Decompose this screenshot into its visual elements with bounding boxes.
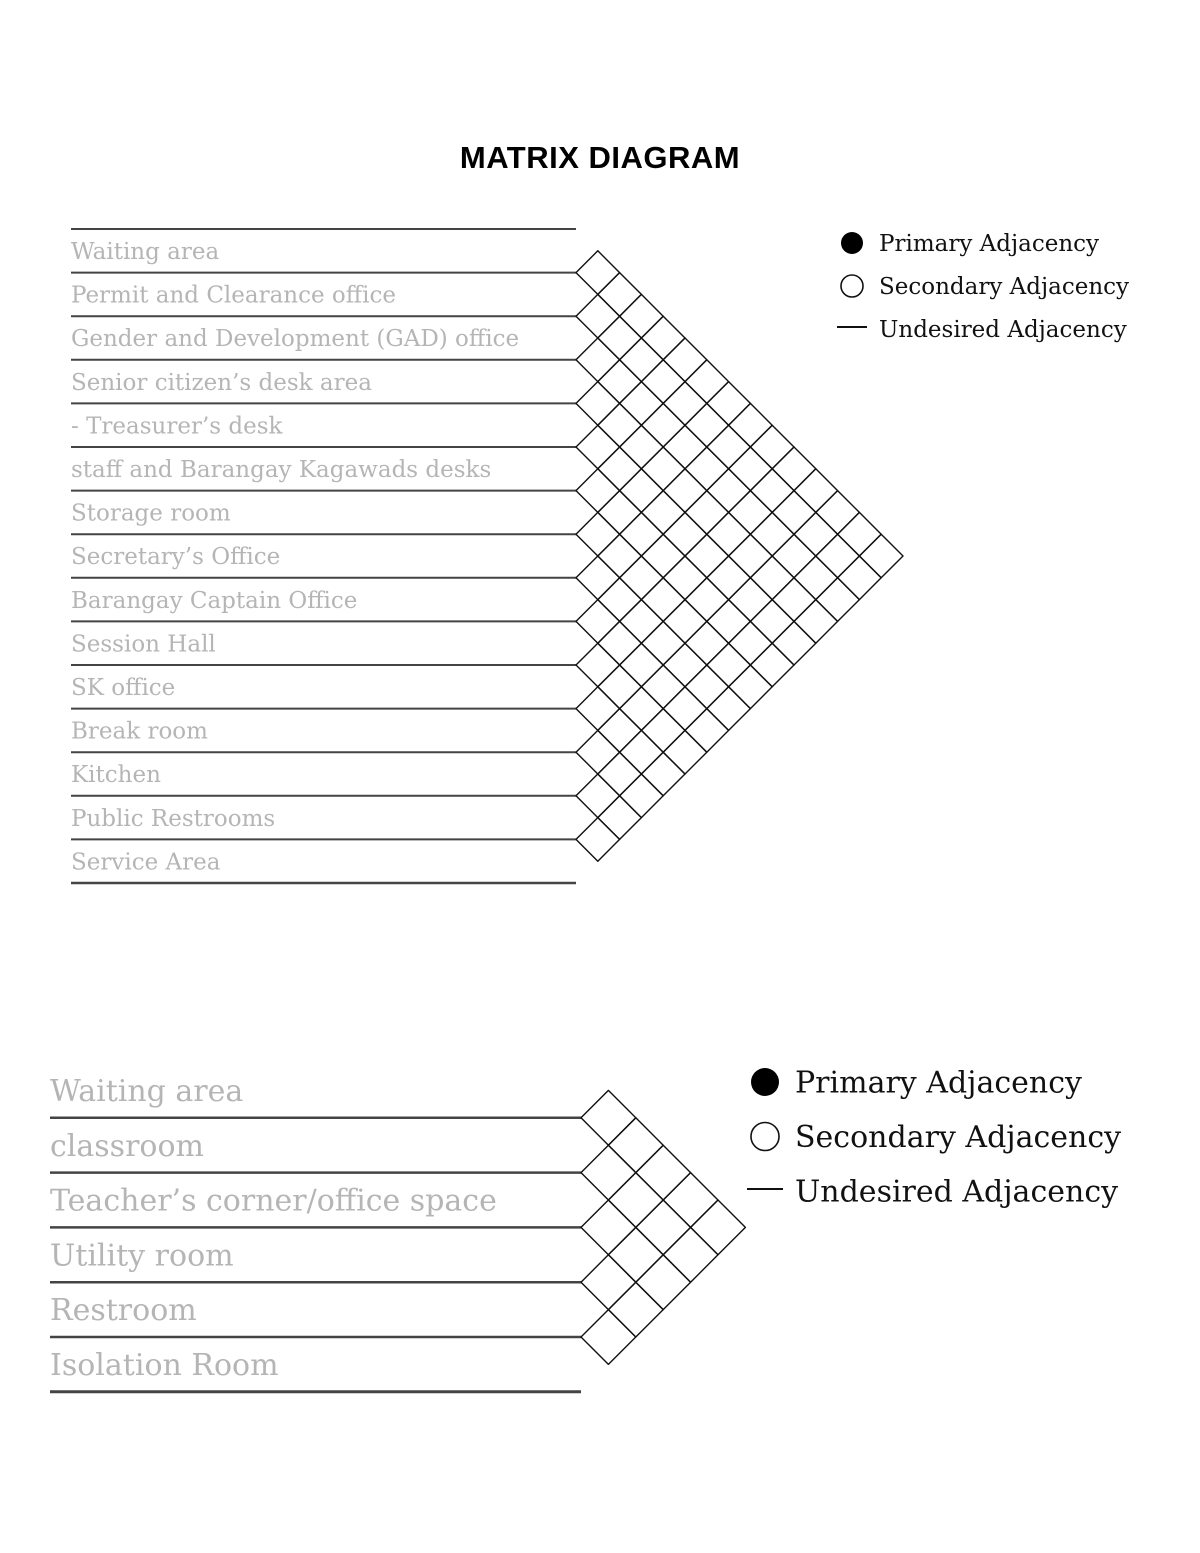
adjacency-cell[interactable]: [598, 709, 642, 753]
space-label: Session Hall: [71, 631, 216, 658]
adjacency-cell[interactable]: [641, 665, 685, 709]
adjacency-cell[interactable]: [685, 447, 729, 491]
adjacency-cell[interactable]: [707, 687, 751, 731]
adjacency-cell[interactable]: [576, 469, 620, 513]
space-label: Kitchen: [71, 762, 161, 789]
adjacency-cell[interactable]: [663, 382, 707, 426]
adjacency-cell[interactable]: [576, 600, 620, 644]
adjacency-cell[interactable]: [685, 534, 729, 578]
space-label: Waiting area: [50, 1074, 244, 1109]
adjacency-cell[interactable]: [838, 556, 882, 600]
adjacency-cell[interactable]: [641, 709, 685, 753]
adjacency-cell[interactable]: [598, 491, 642, 535]
adjacency-cell[interactable]: [729, 665, 773, 709]
adjacency-cell[interactable]: [663, 425, 707, 469]
adjacency-cell[interactable]: [729, 491, 773, 535]
adjacency-cell[interactable]: [598, 621, 642, 665]
adjacency-cell[interactable]: [663, 556, 707, 600]
adjacency-cell[interactable]: [794, 600, 838, 644]
adjacency-cell[interactable]: [598, 403, 642, 447]
adjacency-cell[interactable]: [729, 403, 773, 447]
primary-adjacency-icon: [751, 1068, 779, 1096]
adjacency-cell[interactable]: [576, 382, 620, 426]
space-label: Restroom: [50, 1293, 197, 1329]
legend-label: Undesired Adjacency: [795, 1174, 1119, 1210]
page-title: MATRIX DIAGRAM: [459, 140, 741, 175]
adjacency-cell[interactable]: [707, 425, 751, 469]
adjacency-cell[interactable]: [641, 360, 685, 404]
adjacency-cell[interactable]: [663, 730, 707, 774]
adjacency-cell[interactable]: [620, 643, 664, 687]
space-label: Teacher’s corner/office space: [50, 1183, 497, 1219]
adjacency-cell[interactable]: [576, 512, 620, 556]
adjacency-cell[interactable]: [641, 578, 685, 622]
adjacency-cell[interactable]: [663, 600, 707, 644]
adjacency-cell[interactable]: [598, 534, 642, 578]
adjacency-cell[interactable]: [576, 687, 620, 731]
adjacency-cell[interactable]: [581, 1255, 636, 1310]
adjacency-cell[interactable]: [772, 491, 816, 535]
adjacency-cell[interactable]: [620, 512, 664, 556]
primary-adjacency-icon: [841, 232, 863, 254]
legend-label: Undesired Adjacency: [879, 317, 1127, 344]
adjacency-cell[interactable]: [576, 643, 620, 687]
adjacency-cell[interactable]: [608, 1282, 663, 1337]
space-label: Gender and Development (GAD) office: [71, 326, 520, 353]
adjacency-cell[interactable]: [581, 1310, 636, 1365]
adjacency-cell[interactable]: [685, 403, 729, 447]
legend-label: Secondary Adjacency: [879, 274, 1130, 301]
adjacency-cell[interactable]: [576, 774, 620, 818]
adjacency-cell[interactable]: [663, 687, 707, 731]
matrix-2: [50, 1066, 1121, 1392]
space-label: Isolation Room: [50, 1348, 279, 1383]
adjacency-cell[interactable]: [608, 1173, 663, 1228]
adjacency-cell[interactable]: [620, 382, 664, 426]
adjacency-cell[interactable]: [794, 512, 838, 556]
adjacency-cell[interactable]: [772, 578, 816, 622]
adjacency-cell[interactable]: [729, 578, 773, 622]
adjacency-cell[interactable]: [685, 360, 729, 404]
adjacency-cell[interactable]: [636, 1200, 691, 1255]
adjacency-cell[interactable]: [707, 556, 751, 600]
adjacency-cell[interactable]: [750, 425, 794, 469]
adjacency-cell[interactable]: [620, 774, 664, 818]
adjacency-cell[interactable]: [750, 600, 794, 644]
adjacency-cell[interactable]: [729, 534, 773, 578]
space-label: staff and Barangay Kagawads desks: [71, 457, 492, 483]
space-label: Break room: [71, 718, 208, 745]
secondary-adjacency-icon: [751, 1123, 779, 1151]
space-label: Public Restrooms: [71, 805, 276, 832]
adjacency-cell[interactable]: [576, 425, 620, 469]
adjacency-cell[interactable]: [707, 643, 751, 687]
adjacency-cell[interactable]: [598, 752, 642, 796]
adjacency-cell[interactable]: [707, 512, 751, 556]
adjacency-cell[interactable]: [620, 730, 664, 774]
adjacency-cell[interactable]: [581, 1145, 636, 1200]
adjacency-cell[interactable]: [685, 709, 729, 753]
adjacency-cell[interactable]: [750, 556, 794, 600]
adjacency-cell[interactable]: [707, 469, 751, 513]
adjacency-cell[interactable]: [598, 360, 642, 404]
space-label: Barangay Captain Office: [71, 587, 358, 614]
adjacency-cell[interactable]: [641, 752, 685, 796]
adjacency-cell[interactable]: [620, 425, 664, 469]
adjacency-cell[interactable]: [772, 534, 816, 578]
adjacency-cell[interactable]: [685, 491, 729, 535]
adjacency-cell[interactable]: [598, 796, 642, 840]
adjacency-cell[interactable]: [620, 687, 664, 731]
adjacency-cell[interactable]: [598, 273, 642, 317]
adjacency-cell[interactable]: [750, 469, 794, 513]
adjacency-cell[interactable]: [620, 338, 664, 382]
space-label: - Treasurer’s desk: [71, 413, 283, 440]
adjacency-cell[interactable]: [620, 600, 664, 644]
adjacency-cell[interactable]: [859, 534, 903, 578]
adjacency-cell[interactable]: [816, 578, 860, 622]
adjacency-cell[interactable]: [608, 1118, 663, 1173]
space-label: Utility room: [50, 1238, 234, 1274]
matrix-1: [71, 229, 1129, 883]
adjacency-cell[interactable]: [750, 643, 794, 687]
space-label: SK office: [71, 675, 176, 701]
adjacency-cell[interactable]: [641, 534, 685, 578]
adjacency-cell[interactable]: [729, 447, 773, 491]
adjacency-cell[interactable]: [581, 1200, 636, 1255]
space-label: Storage room: [71, 500, 231, 527]
adjacency-cell[interactable]: [663, 1227, 718, 1282]
space-label: Secretary’s Office: [71, 544, 281, 571]
adjacency-cell[interactable]: [576, 294, 620, 338]
adjacency-cell[interactable]: [663, 512, 707, 556]
adjacency-cell[interactable]: [816, 491, 860, 535]
legend-label: Primary Adjacency: [795, 1065, 1082, 1101]
adjacency-cell[interactable]: [663, 338, 707, 382]
space-label: Waiting area: [71, 239, 220, 265]
adjacency-cell[interactable]: [685, 621, 729, 665]
adjacency-cell[interactable]: [576, 818, 620, 862]
adjacency-cell[interactable]: [794, 556, 838, 600]
adjacency-cell[interactable]: [838, 512, 882, 556]
adjacency-cell[interactable]: [685, 578, 729, 622]
adjacency-cell[interactable]: [707, 600, 751, 644]
adjacency-cell[interactable]: [620, 469, 664, 513]
adjacency-cell[interactable]: [641, 491, 685, 535]
adjacency-cell[interactable]: [691, 1200, 746, 1255]
adjacency-cell[interactable]: [636, 1255, 691, 1310]
space-label: Service Area: [71, 849, 221, 876]
adjacency-cell[interactable]: [816, 534, 860, 578]
secondary-adjacency-icon: [841, 275, 863, 297]
adjacency-cell[interactable]: [598, 316, 642, 360]
adjacency-cell[interactable]: [685, 665, 729, 709]
adjacency-cell[interactable]: [576, 251, 620, 295]
adjacency-cell[interactable]: [608, 1227, 663, 1282]
adjacency-cell[interactable]: [620, 294, 664, 338]
adjacency-cell[interactable]: [750, 512, 794, 556]
adjacency-cell[interactable]: [663, 643, 707, 687]
adjacency-cell[interactable]: [641, 403, 685, 447]
adjacency-cell[interactable]: [772, 621, 816, 665]
adjacency-cell[interactable]: [576, 730, 620, 774]
adjacency-cell[interactable]: [663, 469, 707, 513]
adjacency-cell[interactable]: [576, 556, 620, 600]
adjacency-cell[interactable]: [598, 578, 642, 622]
adjacency-cell[interactable]: [707, 382, 751, 426]
legend-label: Secondary Adjacency: [795, 1120, 1122, 1155]
adjacency-cell[interactable]: [641, 621, 685, 665]
adjacency-cell[interactable]: [598, 447, 642, 491]
adjacency-cell[interactable]: [641, 447, 685, 491]
adjacency-cell[interactable]: [576, 338, 620, 382]
adjacency-cell[interactable]: [620, 556, 664, 600]
space-label: Senior citizen’s desk area: [71, 369, 372, 396]
adjacency-cell[interactable]: [636, 1145, 691, 1200]
adjacency-cell[interactable]: [729, 621, 773, 665]
space-label: Permit and Clearance office: [71, 282, 396, 309]
adjacency-cell[interactable]: [663, 1173, 718, 1228]
adjacency-cell[interactable]: [598, 665, 642, 709]
adjacency-cell[interactable]: [581, 1090, 636, 1145]
space-label: classroom: [50, 1128, 204, 1164]
legend-label: Primary Adjacency: [879, 231, 1100, 258]
adjacency-cell[interactable]: [641, 316, 685, 360]
adjacency-cell[interactable]: [772, 447, 816, 491]
adjacency-cell[interactable]: [794, 469, 838, 513]
